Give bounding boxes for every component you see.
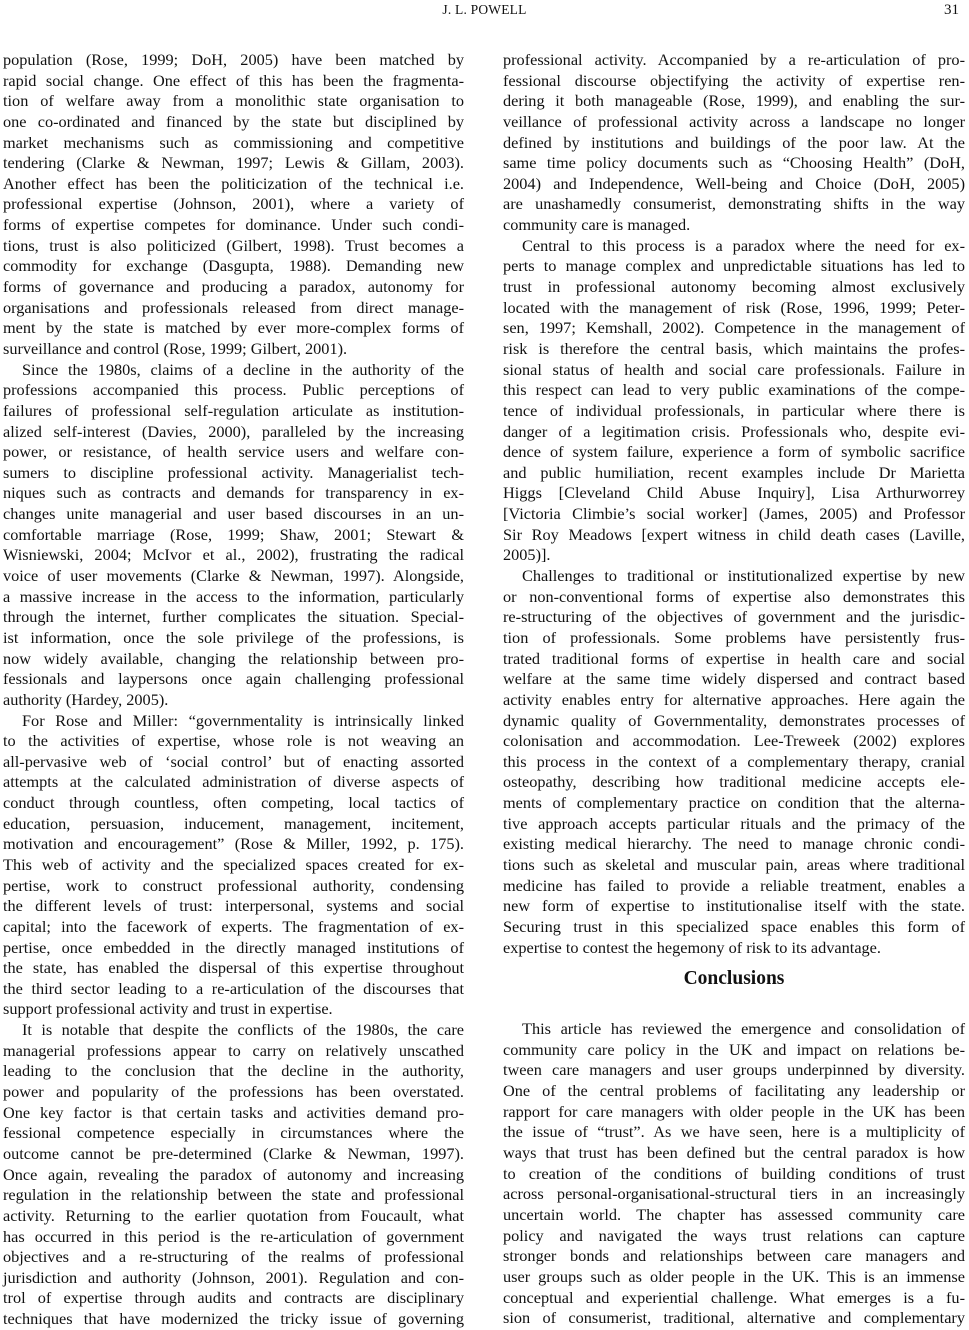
text-line: activity. Returning to the earlier quotation from Foucault, what [3, 1205, 464, 1225]
text-line: forms of expertise competes for dominance. Under such condi- [3, 215, 464, 235]
text-line: ways that trust has been defined but the central paradox is how [503, 1143, 965, 1163]
text-line: One key factor is that certain tasks and activities demand pro- [3, 1102, 464, 1122]
text-line: professional expertise (Johnson, 2001), where a variety of [3, 194, 464, 214]
text-line: through the internet, further complicates the situation. Special- [3, 607, 464, 627]
text-line: or non-conventional forms of expertise also demonstrates this [503, 586, 965, 606]
text-line: regulation in the relationship between the state and professional [3, 1185, 464, 1205]
text-line: One of the central problems of facilitating any leadership or [503, 1081, 965, 1101]
text-line: expertise to contest the hegemony of risk to its advantage. [503, 937, 881, 957]
text-line: objectives and a re-structuring of the realms of professional [3, 1247, 464, 1267]
text-line: jurisdiction and authority (Johnson, 2001). Regulation and con- [3, 1267, 464, 1287]
text-line: tions such as skeletal and muscular pain, areas where traditional [503, 854, 965, 874]
text-line: veillance of professional activity across a landscape no longer [503, 111, 965, 131]
text-line: conceptual and experiential challenge. What emerges is a fu- [503, 1287, 965, 1307]
text-line: tween care managers and user groups underpinned by diversity. [503, 1060, 965, 1080]
text-line: to the activities of expertise, whose role is not weaving an [3, 731, 464, 751]
text-line: surveillance and control (Rose, 1999; Gilbert, 2001). [3, 338, 348, 358]
text-line: perts to manage complex and unpredictable situations has led to [503, 256, 965, 276]
text-line: the different levels of trust: interpersonal, systems and social [3, 896, 464, 916]
text-line: osteopathy, describing how traditional medicine accepts ele- [503, 772, 965, 792]
text-line: colonisation and accommodation. Lee-Treweek (2002) explores [503, 731, 965, 751]
text-line: risk is therefore the central basis, which maintains the profes- [503, 338, 965, 358]
text-line: Another effect has been the politicization of the technical i.e. [3, 173, 464, 193]
right-column [503, 50, 965, 1329]
text-line: pertise, once embedded in the directly managed institutions of [3, 937, 464, 957]
text-line: sion of consumerist, traditional, alternative and complementary [503, 1308, 965, 1328]
running-head: J. L. POWELL [442, 2, 527, 17]
page-number: 31 [944, 2, 959, 18]
text-line: and public humiliation, recent examples include Dr Marietta [503, 462, 965, 482]
text-line: tion of professionals. Some problems have persistently frus- [503, 627, 965, 647]
text-line: pertise, work to construct professional authority, condensing [3, 875, 464, 895]
text-line: This web of activity and the specialized spaces created for ex- [3, 854, 464, 874]
text-line: power and popularity of the professions has been overstated. [3, 1082, 464, 1102]
text-line: support professional activity and trust in expertise. [3, 999, 333, 1019]
text-line: organisations and professionals released from direct manage- [3, 297, 464, 317]
text-line: community care policy in the UK and impact on relations be- [503, 1039, 965, 1059]
text-line: Since the 1980s, claims of a decline in the authority of the [22, 359, 464, 379]
text-line: commodity for exchange (Dasgupta, 1988). Demanding new [3, 256, 464, 276]
conclusion-body [503, 1019, 965, 1329]
text-line: danger of a legitimation crisis. Professionals who, despite evi- [503, 421, 965, 441]
paragraph [503, 50, 965, 236]
text-line: this respect can lead to very public examinations of the compe- [503, 380, 965, 400]
paragraph [3, 1020, 464, 1330]
text-line: policy and navigated the ways trust relations can capture [503, 1225, 965, 1245]
text-line: medicine has failed to provide a reliable treatment, enables a [503, 875, 965, 895]
text-line: fessional discourse objectifying the activity of expertise ren- [503, 70, 965, 90]
text-line: located with the management of risk (Rose, 1996, 1999; Peter- [503, 297, 965, 317]
text-line: has occurred in this period is the re-articulation of government [3, 1226, 464, 1246]
text-line: dering it both manageable (Rose, 1999), and enabling the sur- [503, 91, 965, 111]
text-line: It is notable that despite the conflicts of the 1980s, the care [22, 1020, 464, 1040]
text-line: new form of expertise to institutionalise itself with the state. [503, 896, 965, 916]
text-line: fessionals and laypersons once again challenging professional [3, 669, 464, 689]
text-line: welfare at the same time widely dispersed and contract based [503, 669, 965, 689]
text-line: ment by the state is matched by ever more-complex forms of [3, 318, 464, 338]
text-line: sional status of health and social care professionals. Failure in [503, 359, 965, 379]
text-line: are unashamedly consumerist, demonstrating shifts in the way [503, 194, 965, 214]
text-line: the state, has enabled the dispersal of this expertise throughout [3, 958, 464, 978]
text-line: capital; into the facework of experts. The fragmentation of ex- [3, 916, 464, 936]
text-line: uncertain world. The chapter has assessed community care [503, 1204, 965, 1224]
text-line: dynamic quality of Governmentality, demonstrates processes of [503, 710, 965, 730]
text-line: trust in professional autonomy becoming almost exclusively [503, 277, 965, 297]
text-line: outcome cannot be pre-determined (Clarke & Newman, 1997). [3, 1143, 464, 1163]
section-heading-conclusions: Conclusions [683, 968, 785, 990]
paragraph [3, 360, 464, 711]
text-line: Higgs [Cleveland Child Abuse Inquiry], Lisa Arthurworrey [503, 483, 965, 503]
text-line: tions, trust is also politicized (Gilbert, 1998). Trust becomes a [3, 235, 464, 255]
text-line: rapport for care managers with older people in the UK has been [503, 1101, 965, 1121]
right-column-body [503, 50, 965, 958]
paragraph [3, 711, 464, 1021]
text-line: defined by institutions and buildings of the poor law. At the [503, 132, 965, 152]
text-line: fessional competence especially in circumstances where the [3, 1123, 464, 1143]
paragraph [503, 1019, 965, 1329]
paragraph [503, 566, 965, 958]
text-line: education, persuasion, inducement, management, incitement, [3, 813, 464, 833]
text-line: dence of system failure, experience a form of symbolic sacrifice [503, 442, 965, 462]
text-line: changes unite managerial and user based discourses in an un- [3, 504, 464, 524]
text-line: community care is managed. [503, 215, 691, 235]
text-line: attempts at the calculated administration of diverse aspects of [3, 772, 464, 792]
text-line: one co-ordinated and financed by the state but disciplined by [3, 111, 464, 131]
text-line: activity enables entry for alternative approaches. Here again the [503, 689, 965, 709]
text-line: a massive increase in the access to the information, particularly [3, 586, 464, 606]
text-line: 2005)]. [503, 545, 551, 565]
text-line: power, or resistance, of health service users and welfare con- [3, 442, 464, 462]
text-line: same time policy documents such as “Choosing Health” (DoH, [503, 153, 965, 173]
text-line: alized self-interest (Davies, 2000), paralleled by the increasing [3, 421, 464, 441]
text-line: Wisniewski, 2004; McIvor et al., 2002), frustrating the radical [3, 545, 464, 565]
text-line: professional activity. Accompanied by a re-articulation of pro- [503, 50, 965, 69]
text-line: voice of user movements (Clarke & Newman, 1997). Alongside, [3, 566, 464, 586]
text-line: rapid social change. One effect of this has been the fragmenta- [3, 70, 464, 90]
text-line: professions accompanied this process. Public perceptions of [3, 380, 464, 400]
text-line: this process in the context of a complementary therapy, cranial [503, 751, 965, 771]
text-line: Securing trust in this specialized space enables this form of [503, 916, 965, 936]
text-line: motivation and encouragement” (Rose & Miller, 1992, p. 175). [3, 834, 464, 854]
page-header [0, 0, 969, 24]
text-line: existing medical hierarchy. The need to manage chronic condi- [503, 834, 965, 854]
text-line: This article has reviewed the emergence and consolidation of [522, 1019, 965, 1039]
text-line: techniques that have modernized the tricky issue of governing [3, 1309, 464, 1329]
text-line: For Rose and Miller: “governmentality is intrinsically linked [22, 710, 464, 730]
text-line: Central to this process is a paradox where the need for ex- [522, 235, 965, 255]
text-line: leading to the conclusion that the decline in the authority, [3, 1061, 464, 1081]
text-line: trated traditional forms of expertise in health care and social [503, 648, 965, 668]
text-line: the third sector leading to a re-articulation of the discourses that [3, 978, 464, 998]
text-line: [Victoria Climbie’s social worker] (James, 2005) and Professor [503, 504, 965, 524]
text-line: failures of professional self-regulation articulate as institution- [3, 400, 464, 420]
text-line: stronger bonds and relationships between care managers and [503, 1246, 965, 1266]
text-line: ist information, once the sole privilege of the professions, is [3, 627, 464, 647]
text-line: tion of welfare away from a monolithic state organisation to [3, 91, 464, 111]
paragraph [3, 50, 464, 360]
left-column [3, 50, 464, 1330]
text-line: authority (Hardey, 2005). [3, 689, 169, 709]
text-line: sen, 1997; Kemshall, 2002). Competence in the management of [503, 318, 965, 338]
text-line: niques such as contracts and demands for transparency in ex- [3, 483, 464, 503]
text-line: user groups such as older people in the UK. This is an immense [503, 1266, 965, 1286]
text-line: Challenges to traditional or institutionalized expertise by new [522, 566, 965, 586]
text-line: tendering (Clarke & Newman, 1997; Lewis & Gillam, 2003). [3, 153, 464, 173]
text-line: tive approach accepts particular rituals and the primacy of the [503, 813, 965, 833]
text-line: across personal-organisational-structural tiers in an increasingly [503, 1184, 965, 1204]
text-line: Once again, revealing the paradox of autonomy and increasing [3, 1164, 464, 1184]
text-line: re-structuring of the objectives of government and the jurisdic- [503, 607, 965, 627]
text-line: ments of complementary practice on condition that the alterna- [503, 793, 965, 813]
text-line: comfortable marriage (Rose, 1999; Shaw, 2001; Stewart & [3, 524, 464, 544]
text-line: 2004) and Independence, Well-being and Choice (DoH, 2005) [503, 173, 965, 193]
text-line: tence of individual professionals, in particular where there is [503, 400, 965, 420]
text-line: now widely available, changing the relationship between pro- [3, 648, 464, 668]
text-line: managerial professions appear to carry on relatively unscathed [3, 1040, 464, 1060]
text-line: sumers to discipline professional activity. Managerialist tech- [3, 462, 464, 482]
text-line: conduct through countless, often competing, local tactics of [3, 793, 464, 813]
text-line: to creation of the conditions of building conditions of trust [503, 1163, 965, 1183]
text-line: population (Rose, 1999; DoH, 2005) have been matched by [3, 50, 464, 69]
text-line: trol of expertise through audits and contracts are disciplinary [3, 1288, 464, 1308]
text-line: the issue of “trust”. As we have seen, here is a multiplicity of [503, 1122, 965, 1142]
text-line: market mechanisms such as commissioning and competitive [3, 132, 464, 152]
text-line: all-pervasive web of ‘social control’ but of enacting assorted [3, 751, 464, 771]
text-line: forms of governance and producing a paradox, autonomy for [3, 277, 464, 297]
text-line: Sir Roy Meadows [expert witness in child death cases (Laville, [503, 524, 965, 544]
paragraph [503, 236, 965, 566]
